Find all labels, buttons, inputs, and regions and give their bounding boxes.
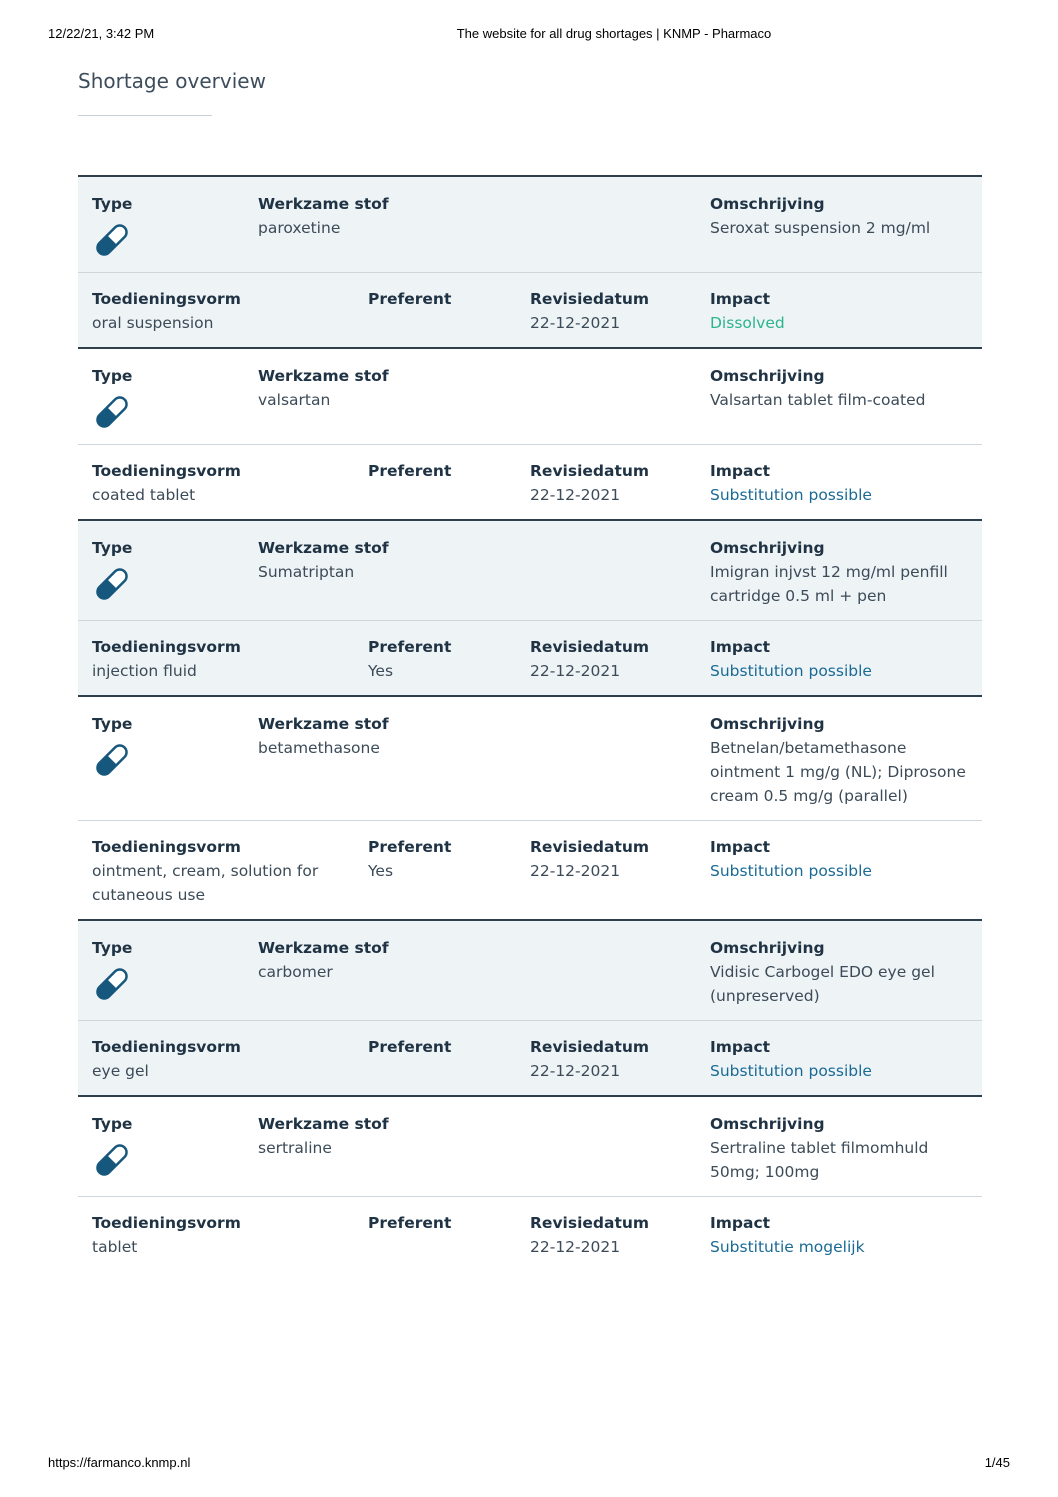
print-timestamp: 12/22/21, 3:42 PM: [48, 26, 155, 41]
werkzame-stof-label: Werkzame stof: [258, 715, 389, 733]
impact-label: Impact: [710, 1214, 771, 1232]
omschrijving-label: Omschrijving: [710, 939, 825, 957]
werkzame-stof-value: sertraline: [258, 1139, 332, 1157]
omschrijving-label: Omschrijving: [710, 195, 825, 213]
revisiedatum-value: 22-12-2021: [530, 1062, 621, 1080]
type-label: Type: [92, 367, 133, 385]
toedieningsvorm-label: Toedieningsvorm: [92, 838, 241, 856]
toedieningsvorm-value: ointment, cream, solution for cutaneous use: [92, 862, 319, 904]
toedieningsvorm-label: Toedieningsvorm: [92, 462, 241, 480]
toedieningsvorm-value: injection fluid: [92, 662, 197, 680]
toedieningsvorm-value: eye gel: [92, 1062, 149, 1080]
pill-capsule-icon: [92, 964, 132, 1004]
shortage-main-row: [78, 177, 982, 272]
shortage-item[interactable]: [78, 1095, 982, 1271]
shortage-item[interactable]: [78, 519, 982, 695]
page-title: Shortage overview: [78, 69, 266, 93]
preferent-label: Preferent: [368, 290, 452, 308]
shortage-main-row: [78, 349, 982, 444]
impact-value: Substitution possible: [710, 1062, 872, 1080]
werkzame-stof-label: Werkzame stof: [258, 195, 389, 213]
werkzame-stof-value: paroxetine: [258, 219, 341, 237]
toedieningsvorm-label: Toedieningsvorm: [92, 1038, 241, 1056]
werkzame-stof-value: betamethasone: [258, 739, 380, 757]
impact-value: Substitutie mogelijk: [710, 1238, 865, 1256]
werkzame-stof-label: Werkzame stof: [258, 939, 389, 957]
shortage-main-row: [78, 697, 982, 820]
omschrijving-value: Imigran injvst 12 mg/ml penfill cartridge 0.5 ml + pen: [710, 563, 948, 605]
print-footer: [0, 1455, 1058, 1473]
revisiedatum-label: Revisiedatum: [530, 1214, 650, 1232]
page-number: 1/45: [984, 1455, 1010, 1470]
toedieningsvorm-label: Toedieningsvorm: [92, 638, 241, 656]
preferent-value: Yes: [368, 662, 394, 680]
print-document-title: The website for all drug shortages | KNMP - Pharmaco: [456, 26, 772, 41]
toedieningsvorm-value: tablet: [92, 1238, 138, 1256]
impact-label: Impact: [710, 462, 771, 480]
shortage-item[interactable]: [78, 919, 982, 1095]
werkzame-stof-value: carbomer: [258, 963, 333, 981]
revisiedatum-label: Revisiedatum: [530, 462, 650, 480]
preferent-label: Preferent: [368, 1214, 452, 1232]
revisiedatum-value: 22-12-2021: [530, 662, 621, 680]
toedieningsvorm-label: Toedieningsvorm: [92, 290, 241, 308]
toedieningsvorm-value: coated tablet: [92, 486, 196, 504]
shortage-item[interactable]: [78, 695, 982, 919]
omschrijving-label: Omschrijving: [710, 367, 825, 385]
revisiedatum-value: 22-12-2021: [530, 862, 621, 880]
revisiedatum-label: Revisiedatum: [530, 638, 650, 656]
shortage-item[interactable]: [78, 175, 982, 347]
shortage-list: [78, 175, 982, 1271]
shortage-detail-row: [78, 820, 982, 919]
shortage-detail-row: [78, 444, 982, 519]
revisiedatum-label: Revisiedatum: [530, 838, 650, 856]
shortage-item[interactable]: [78, 347, 982, 519]
print-header: [0, 26, 1058, 44]
omschrijving-label: Omschrijving: [710, 715, 825, 733]
revisiedatum-label: Revisiedatum: [530, 290, 650, 308]
preferent-label: Preferent: [368, 462, 452, 480]
impact-value: Substitution possible: [710, 662, 872, 680]
werkzame-stof-value: valsartan: [258, 391, 331, 409]
pill-capsule-icon: [92, 740, 132, 780]
type-label: Type: [92, 539, 133, 557]
title-divider: [78, 115, 212, 116]
shortage-main-row: [78, 1097, 982, 1196]
pill-capsule-icon: [92, 564, 132, 604]
toedieningsvorm-label: Toedieningsvorm: [92, 1214, 241, 1232]
werkzame-stof-label: Werkzame stof: [258, 539, 389, 557]
shortage-detail-row: [78, 1196, 982, 1271]
print-url: https://farmanco.knmp.nl: [48, 1455, 191, 1470]
revisiedatum-value: 22-12-2021: [530, 1238, 621, 1256]
omschrijving-value: Sertraline tablet filmomhuld 50mg; 100mg: [710, 1139, 929, 1181]
shortage-main-row: [78, 521, 982, 620]
shortage-detail-row: [78, 1020, 982, 1095]
omschrijving-value: Betnelan/betamethasone ointment 1 mg/g (NL); Diprosone cream 0.5 mg/g (parallel): [710, 739, 966, 805]
omschrijving-label: Omschrijving: [710, 1115, 825, 1133]
type-label: Type: [92, 1115, 133, 1133]
type-label: Type: [92, 195, 133, 213]
shortage-detail-row: [78, 272, 982, 347]
revisiedatum-value: 22-12-2021: [530, 486, 621, 504]
omschrijving-value: Vidisic Carbogel EDO eye gel (unpreserved): [710, 963, 935, 1005]
werkzame-stof-label: Werkzame stof: [258, 1115, 389, 1133]
revisiedatum-value: 22-12-2021: [530, 314, 621, 332]
shortage-main-row: [78, 921, 982, 1020]
preferent-label: Preferent: [368, 1038, 452, 1056]
omschrijving-value: Seroxat suspension 2 mg/ml: [710, 219, 931, 237]
revisiedatum-label: Revisiedatum: [530, 1038, 650, 1056]
pill-capsule-icon: [92, 392, 132, 432]
pill-capsule-icon: [92, 1140, 132, 1180]
impact-label: Impact: [710, 638, 771, 656]
impact-label: Impact: [710, 290, 771, 308]
toedieningsvorm-value: oral suspension: [92, 314, 214, 332]
werkzame-stof-label: Werkzame stof: [258, 367, 389, 385]
shortage-detail-row: [78, 620, 982, 695]
impact-label: Impact: [710, 838, 771, 856]
preferent-value: Yes: [368, 862, 394, 880]
type-label: Type: [92, 715, 133, 733]
preferent-label: Preferent: [368, 838, 452, 856]
omschrijving-label: Omschrijving: [710, 539, 825, 557]
impact-value: Dissolved: [710, 314, 785, 332]
type-label: Type: [92, 939, 133, 957]
impact-label: Impact: [710, 1038, 771, 1056]
omschrijving-value: Valsartan tablet film-coated: [710, 391, 926, 409]
impact-value: Substitution possible: [710, 862, 872, 880]
impact-value: Substitution possible: [710, 486, 872, 504]
pill-capsule-icon: [92, 220, 132, 260]
werkzame-stof-value: Sumatriptan: [258, 563, 355, 581]
preferent-label: Preferent: [368, 638, 452, 656]
